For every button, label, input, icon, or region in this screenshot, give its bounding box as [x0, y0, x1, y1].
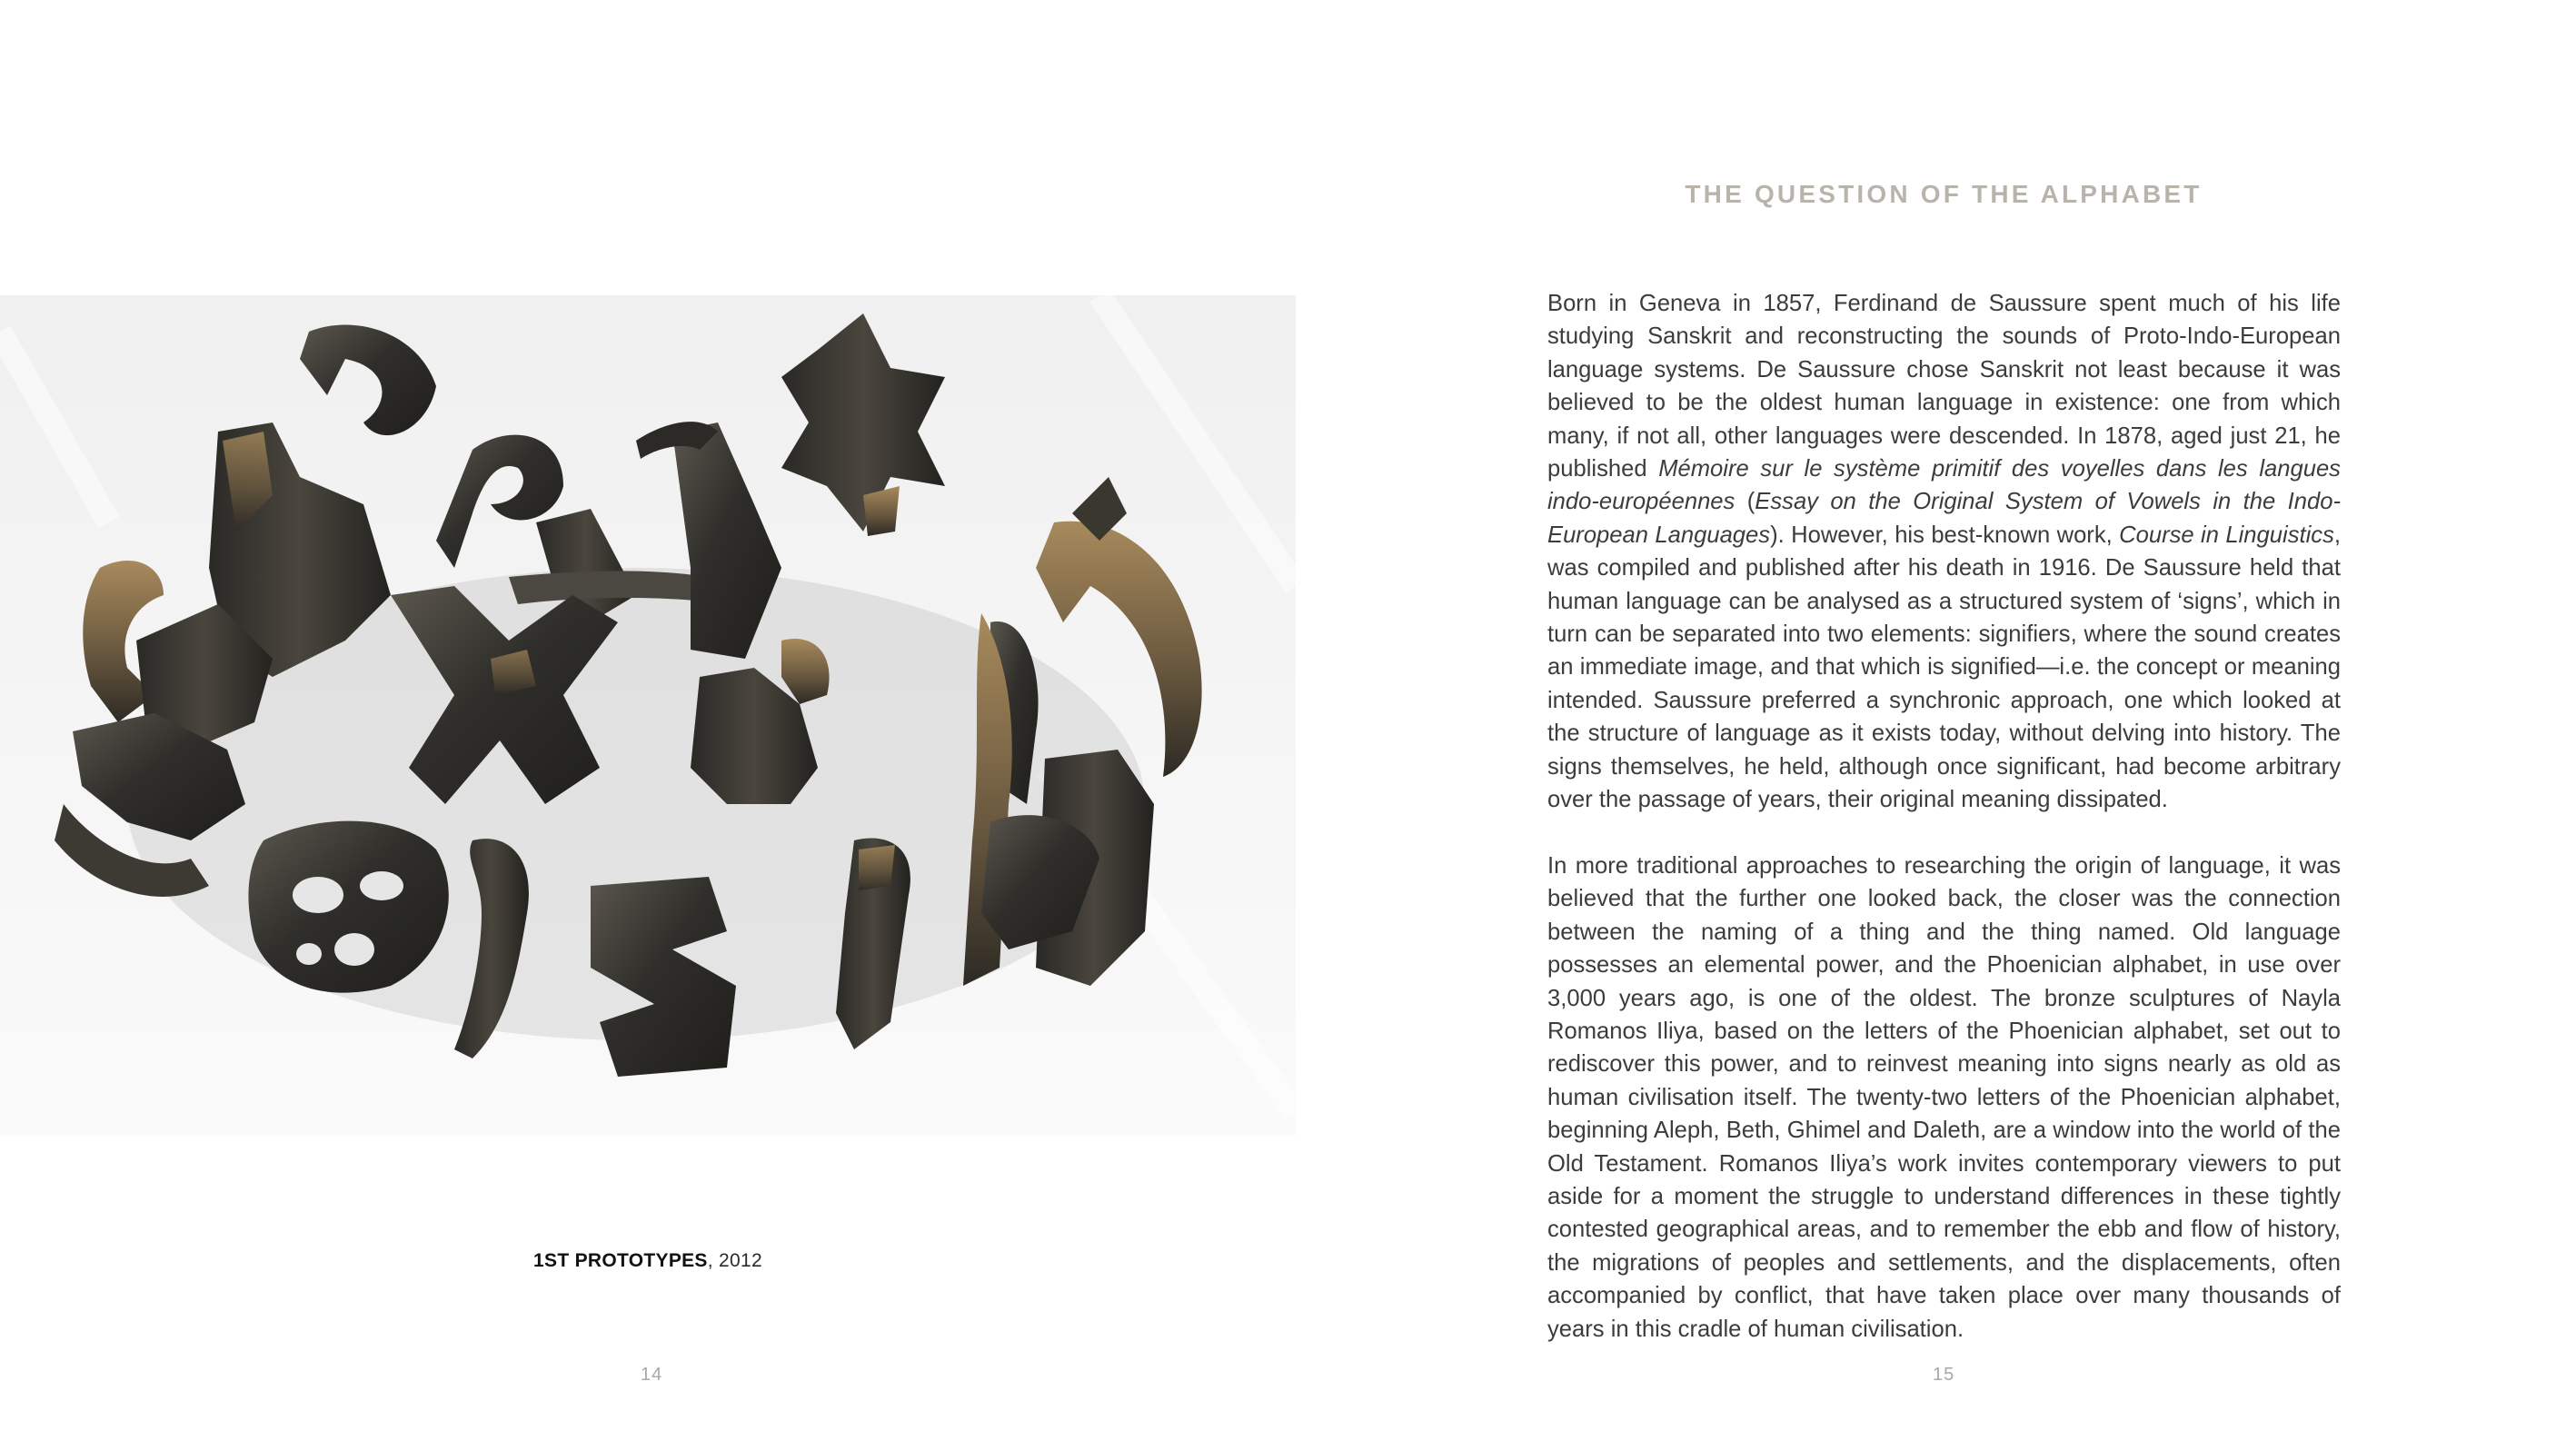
page-number-right: 15	[1933, 1365, 1955, 1385]
photo-caption	[0, 1250, 1296, 1272]
book-title-memoire: Mémoire sur le système primitif des voyelles dans les langues indo-européennes	[1547, 456, 2341, 515]
paragraph-1-text-b: (	[1735, 489, 1755, 515]
paragraph-2: In more traditional approaches to researching the origin of language, it was believed that the further one looked back, the closer was the connection between the naming of a thing and the thing named. Old language possesses an elemental power, and the Phoenician alphabet, in use over 3,000 years ago, is one of the oldest. The bronze sculptures of Nayla Romanos Iliya, based on the letters of the Phoenician alphabet, set out to rediscover this power, and to reinvest meaning into signs nearly as old as human civilisation itself. The twenty-two letters of the Phoenician alphabet, beginning Aleph, Beth, Ghimel and Daleth, are a window into the world of the Old Testament. Romanos Iliya’s work invites contemporary viewers to put aside for a moment the struggle to understand differences in these tightly contested geographical areas, and to remember the ebb and flow of history, the migrations of peoples and settlements, and the displacements, often accompanied by conflict, that have taken place over many thousands of years in this cradle of human civilisation.	[1547, 852, 2341, 1342]
book-title-course: Course in Linguistics	[2119, 522, 2334, 548]
paragraph-1	[1547, 287, 2341, 817]
book-title-essay: Essay on the Original System of Vowels in the Indo-European Languages	[1547, 489, 2341, 548]
caption-title: 1ST PROTOTYPES	[533, 1250, 708, 1271]
paragraph-1-text-d: , was compiled and published after his death in 1916. De Saussure held that human language can be analysed as a structured system of ‘signs’, which in turn can be separated into two elements: signifiers, where the sound creates an immediate image, and that which is signified—i.e. the concept or meaning intended. Saussure preferred a synchronic approach, one which looked at the structure of language as it exists today, without delving into history. The signs themselves, he held, although once significant, had become arbitrary over the passage of years, their original meaning dissipated.	[1547, 522, 2342, 813]
sculpture-illustration	[0, 295, 1296, 1136]
paragraph-1-text-a: Born in Geneva in 1857, Ferdinand de Saussure spent much of his life studying Sanskrit and reconstructing the sounds of Proto-Indo-European language systems. De Saussure chose Sanskrit not least because it was believed to be the oldest human language in existence: one from which many, if not all, other languages were descended. In 1878, aged just 21, he published	[1547, 291, 2341, 482]
paragraph-1-text-c: ). However, his best-known work,	[1770, 522, 2120, 548]
section-title: THE QUESTION OF THE ALPHABET	[1685, 180, 2203, 208]
sculpture-photo	[0, 295, 1296, 1136]
body-text	[1547, 287, 2341, 1346]
caption-year: , 2012	[707, 1250, 762, 1271]
page-number-left: 14	[641, 1365, 663, 1385]
